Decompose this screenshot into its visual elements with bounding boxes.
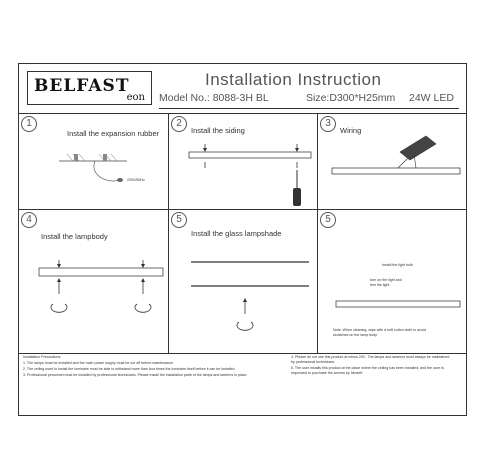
step-4-illustration	[19, 210, 167, 352]
size-spec: Size:D300*H25mm	[306, 92, 396, 104]
page-title: Installation Instruction	[205, 70, 382, 89]
model-underline	[159, 108, 459, 109]
step-2-panel	[169, 114, 317, 209]
step-4-number: 4	[21, 212, 37, 228]
step-1-illustration	[19, 114, 167, 209]
step-1-label: Install the expansion rubber	[67, 129, 160, 138]
step-6-panel	[318, 210, 466, 337]
notes-right-1: 4. Please do not use this product at minus 20C. The lamps and lanterns must always be maintained	[291, 355, 450, 359]
step-3-illustration	[318, 114, 466, 209]
step-6-number: 5	[320, 212, 336, 228]
notes-left-3: 3. Professional personnel must be installed by professional technicians. Please install the installation parts of the lamps and lanterns in place.	[23, 373, 248, 377]
step-6-callout-2: turn on the light and	[370, 278, 402, 282]
step-3-number: 3	[320, 116, 336, 132]
step-6-callout-1: Install the light bulb	[382, 263, 413, 267]
instruction-sheet	[18, 63, 467, 416]
notes-right-2: by professional technicians.	[291, 360, 336, 364]
header	[19, 64, 466, 114]
step-5-label: Install the glass lampshade	[191, 229, 282, 238]
step-1-voltage: 220V/50Hz	[127, 178, 145, 182]
notes-right-4: requested to purchase the screws by himself.	[291, 371, 364, 375]
power-spec: 24W LED	[409, 92, 454, 104]
step-2-label: Install the siding	[191, 126, 245, 135]
installation-precautions	[19, 353, 466, 416]
step-1-panel	[19, 114, 167, 209]
step-3-panel	[318, 114, 466, 209]
step-6-note: Note: When cleaning, wipe with a soft cotton cloth to avoid	[333, 328, 426, 332]
step-3-label: Wiring	[340, 126, 362, 135]
step-5-number: 5	[171, 212, 187, 228]
step-6-note-2: scratches on the lamp body.	[333, 333, 378, 337]
step-1-number: 1	[21, 116, 37, 132]
model-info	[159, 92, 459, 108]
notes-heading: Installation Precautions:	[23, 355, 62, 359]
step-4-panel	[19, 210, 167, 305]
step-2-illustration	[169, 114, 317, 209]
notes-left-1: 1. The lamps must be installed and the main power supply must be cut off before maintenance.	[23, 361, 174, 365]
step-6-callout-3: test the light	[370, 283, 390, 287]
notes-right-3: 5. The user installs this product at the place where the ceiling has been installed, and the user is	[291, 366, 444, 370]
model-number: Model No.: 8088-3H BL	[159, 92, 269, 104]
step-5-illustration	[169, 210, 317, 352]
logo-sub-text: eon	[126, 92, 145, 103]
logo-main-text: BELFAST	[34, 76, 130, 96]
step-2-number: 2	[171, 116, 187, 132]
step-4-label: Install the lampbody	[41, 232, 108, 241]
brand-logo	[27, 71, 152, 105]
step-5-panel	[169, 210, 317, 305]
notes-left-2: 2. The ceiling used to install the luminaire must be able to withstand more than four times the luminaire itself before it can be installed.	[23, 367, 236, 371]
